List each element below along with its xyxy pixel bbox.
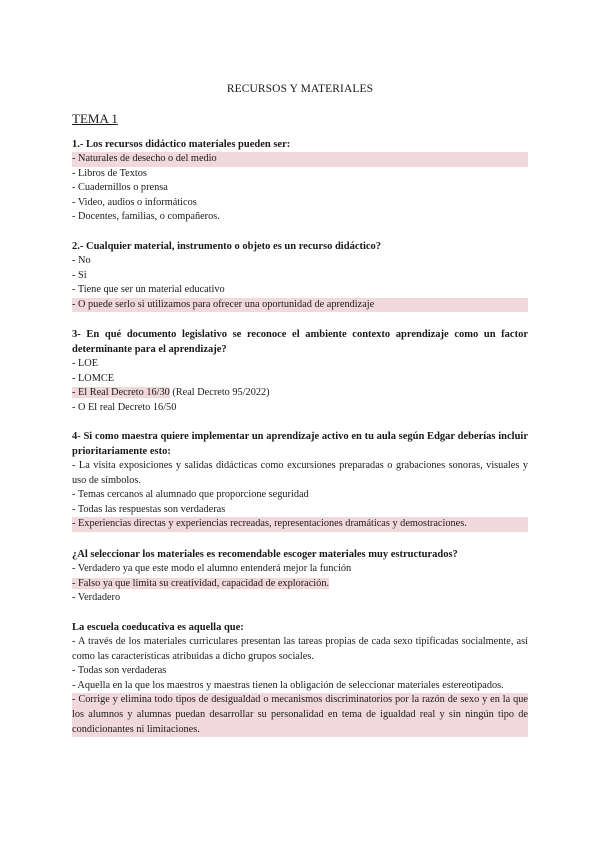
answer-option: - O El real Decreto 16/50 <box>72 401 177 413</box>
answer-option: - La visita exposiciones y salidas didácticas como excursiones preparadas o grabaciones sonoras, visuales y uso de símbolos. <box>72 460 528 486</box>
answer-note: (Real Decreto 95/2022) <box>169 387 270 399</box>
answer-option-highlighted: - Naturales de desecho o del medio <box>72 152 528 167</box>
answer-option: - LOE <box>72 358 99 369</box>
answer-option: - Libros de Textos <box>72 167 147 179</box>
question-text: 1.- Los recursos didáctico materiales pueden ser: <box>72 139 291 150</box>
answer-option-highlighted: - O puede serlo si utilizamos para ofrecer una oportunidad de aprendizaje <box>72 298 528 313</box>
question-block-1 <box>72 137 528 225</box>
answer-option: - Tiene que ser un material educativo <box>72 284 225 296</box>
answer-option: - Video, audios o informáticos <box>72 196 197 208</box>
answer-option: - Si <box>72 269 87 281</box>
answer-option: - LOMCE <box>72 372 115 384</box>
question-text: La escuela coeducativa es aquella que: <box>72 622 244 633</box>
answer-option: - Docentes, familias, o compañeros. <box>72 211 220 223</box>
answer-option: - Cuadernillos o prensa <box>72 182 168 194</box>
answer-option-highlighted <box>72 386 528 401</box>
answer-option: - A través de los materiales curriculares presentan las tareas propias de cada sexo tipificadas socialmente, así como las características atribuidas a dicho grupos sociales. <box>72 636 528 662</box>
question-text: 3- En qué documento legislativo se reconoce el ambiente contexto aprendizaje como un factor determinante para el aprendizaje? <box>72 329 528 355</box>
highlighted-answer: - El Real Decreto 16/30 <box>72 387 170 399</box>
answer-option-highlighted <box>72 577 528 592</box>
answer-option: - No <box>72 255 91 266</box>
answer-option-highlighted: - Corrige y elimina todo tipos de desigualdad o mecanismos discriminatorios por la razón de sexo y en la que los alumnos y alumnas puedan desarrollar su personalidad en tema de igualdad real y sin ningún tipo de condicionantes ni limitaciones. <box>72 693 528 737</box>
answer-option: - Todas son verdaderas <box>72 665 167 677</box>
answer-option: - Verdadero ya que este modo el alumno entenderá mejor la función <box>72 563 352 574</box>
question-text: 2.- Cualquier material, instrumento o objeto es un recurso didáctico? <box>72 241 382 252</box>
answer-option: - Aquella en la que los maestros y maestras tienen la obligación de seleccionar materiales estereotipados. <box>72 679 504 691</box>
question-block-5 <box>72 547 528 606</box>
answer-option: - Temas cercanos al alumnado que proporcione seguridad <box>72 489 309 501</box>
question-block-4 <box>72 429 528 532</box>
answer-option: - Todas las respuestas son verdaderas <box>72 503 226 515</box>
highlighted-answer: - Falso ya que limita su creatividad, capacidad de exploración. <box>72 577 330 589</box>
section-heading: TEMA 1 <box>72 111 118 126</box>
question-block-3 <box>72 327 528 415</box>
question-text: ¿Al seleccionar los materiales es recomendable escoger materiales muy estructurados? <box>72 549 458 560</box>
question-block-2 <box>72 239 528 312</box>
question-text: 4- Si como maestra quiere implementar un aprendizaje activo en tu aula según Edgar deberías incluir prioritariamente esto: <box>72 431 528 457</box>
answer-option-highlighted: - Experiencias directas y experiencias recreadas, representaciones dramáticas y demostraciones. <box>72 517 528 532</box>
answer-option: - Verdadero <box>72 592 121 604</box>
question-block-6 <box>72 620 528 737</box>
document-title: RECURSOS Y MATERIALES <box>226 83 374 95</box>
